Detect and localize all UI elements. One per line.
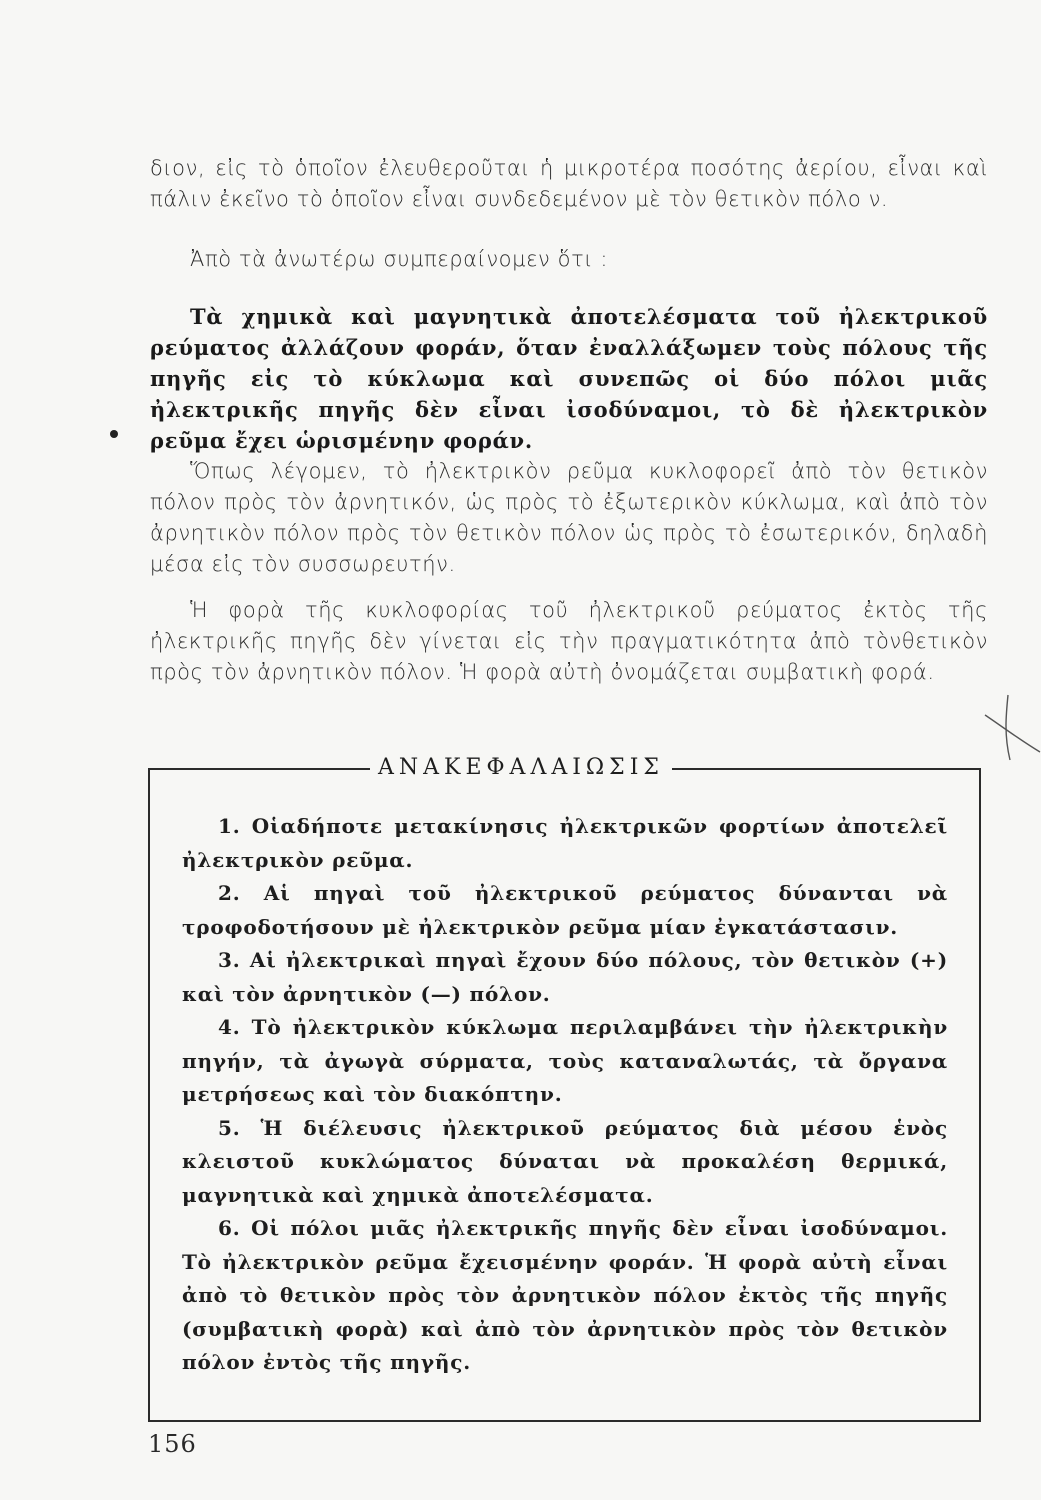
- paragraph-conventional-direction: Ἡ φορὰ τῆς κυκλοφορίας τοῦ ἠλεκτρικοῦ ρεύματος ἐκτὸς τῆς ἠλεκτρικῆς πηγῆς δὲν γίνεται εἰς τὴν πραγματικότητα ἀπὸ τὸνθετικὸν πρὸς τὸν ἀρνητικὸν πόλον. Ἡ φορὰ αὐτὴ ὀνομάζεται συμβατικὴ φορά.: [150, 598, 988, 684]
- summary-item: 1. Οἱαδήποτε μετακίνησις ἠλεκτρικῶν φορτίων ἀποτελεῖ ἠλεκτρικὸν ρεῦμα.: [182, 814, 948, 872]
- paragraph-bold-conclusion: Τὰ χημικὰ καὶ μαγνητικὰ ἀποτελέσματα τοῦ ἠλεκτρικοῦ ρεύματος ἀλλάζουν φοράν, ὅταν ἐναλλάξωμεν τοὺς πόλους τῆς πηγῆς εἰς τὸ κύκλωμα καὶ συνεπῶς οἱ δύο πόλοι μιᾶς ἠλεκτρικῆς πηγῆς δὲν εἶναι ἰσοδύναμοι, τὸ δὲ ἠλεκτρικὸν ρεῦμα ἔχει ὡρισμένην φοράν.: [150, 304, 988, 453]
- summary-title: ΑΝΑΚΕΦΑΛΑΙΩΣΙΣ: [378, 755, 664, 780]
- page-number: 156: [148, 1430, 197, 1458]
- paragraph-continuation: διον, εἰς τὸ ὁποῖον ἐλευθεροῦται ἡ μικροτέρα ποσότης ἀερίου, εἶναι καὶ πάλιν ἐκεῖνο τὸ ὁποῖον εἶναι συνδεδεμένον μὲ τὸν θετικὸν πόλο ν.: [150, 156, 988, 211]
- margin-dot-mark: [110, 430, 118, 438]
- summary-heading: [370, 750, 672, 786]
- paragraph-current-direction: Ὅπως λέγομεν, τὸ ἠλεκτρικὸν ρεῦμα κυκλοφορεῖ ἀπὸ τὸν θετικὸν πόλον πρὸς τὸν ἀρνητικόν, ὡς πρὸς τὸ ἐξωτερικὸν κύκλωμα, καὶ ἀπὸ τὸν ἀρνητικὸν πόλον πρὸς τὸν θετικὸν πόλον ὡς πρὸς τὸ ἐσωτερικόν, δηλαδὴ μέσα εἰς τὸν συσσωρευτήν.: [150, 459, 988, 576]
- summary-item: 6. Οἱ πόλοι μιᾶς ἠλεκτρικῆς πηγῆς δὲν εἶναι ἰσοδύναμοι. Τὸ ἠλεκτρικὸν ρεῦμα ἔχεισμένην φοράν. Ἡ φορὰ αὐτὴ εἶναι ἀπὸ τὸ θετικὸν πρὸς τὸν ἀρνητικὸν πόλον ἐκτὸς τῆς πηγῆς (συμβατικὴ φορὰ) καὶ ἀπὸ τὸν ἀρνητικὸν πρὸς τὸν θετικὸν πόλον ἐντὸς τῆς πηγῆς.: [182, 1216, 948, 1374]
- paragraph-conclusion-intro: Ἀπὸ τὰ ἀνωτέρω συμπεραίνομεν ὅτι :: [190, 247, 609, 271]
- pencil-check-mark: [980, 690, 1041, 765]
- summary-item: 3. Αἱ ἠλεκτρικαὶ πηγαὶ ἔχουν δύο πόλους, τὸν θετικὸν (+) καὶ τὸν ἀρνητικὸν (—) πόλον.: [182, 948, 948, 1006]
- summary-item: 5. Ἡ διέλευσις ἠλεκτρικοῦ ρεύματος διὰ μέσου ἑνὸς κλειστοῦ κυκλώματος δύναται νὰ προκαλέση θερμικά, μαγνητικὰ καὶ χημικὰ ἀποτελέσματα.: [182, 1115, 948, 1207]
- summary-list: [182, 810, 948, 1380]
- summary-item: 2. Αἱ πηγαὶ τοῦ ἠλεκτρικοῦ ρεύματος δύνανται νὰ τροφοδοτήσουν μὲ ἠλεκτρικὸν ρεῦμα μίαν ἐγκατάστασιν.: [182, 881, 948, 939]
- summary-item: 4. Τὸ ἠλεκτρικὸν κύκλωμα περιλαμβάνει τὴν ἠλεκτρικὴν πηγήν, τὰ ἀγωγὰ σύρματα, τοὺς καταναλωτάς, τὰ ὄργανα μετρήσεως καὶ τὸν διακόπτην.: [182, 1015, 948, 1106]
